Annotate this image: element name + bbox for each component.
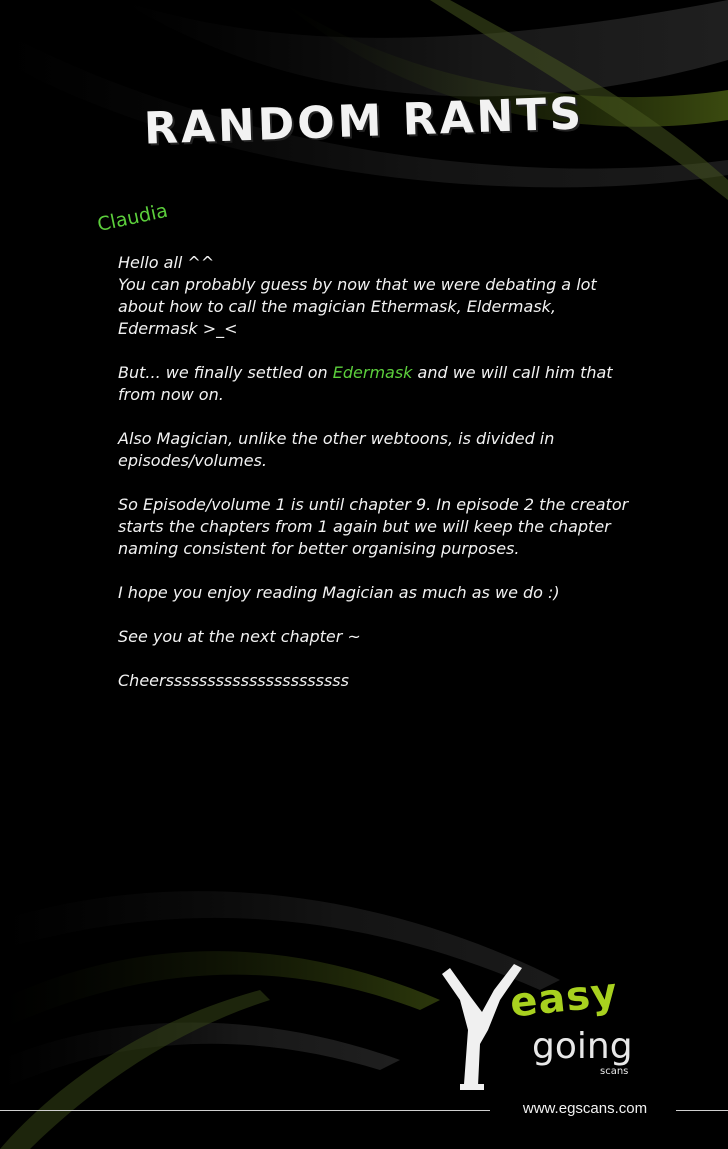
greeting-text: Hello all ^^ [118,253,215,272]
page-title: RANDOM RANTS [143,88,585,155]
author-name: Claudia [95,199,170,236]
rant-body [118,252,638,714]
paragraph-intro [118,252,638,340]
paragraph-episode: So Episode/volume 1 is until chapter 9. In episode 2 the creator starts the chapters from 1 again but we will keep the chapter naming consistent for better organising purposes. [118,495,629,558]
settled-prefix: But... we finally settled on [118,363,333,382]
paragraph-hope: I hope you enjoy reading Magician as much as we do :) [118,583,560,602]
intro-text: You can probably guess by now that we were debating a lot about how to call the magician Ethermask, Eldermask, Edermask >_< [118,275,597,338]
site-url[interactable]: www.egscans.com [522,1100,648,1117]
footer-divider-right [676,1110,728,1111]
footer-divider-left [0,1110,490,1111]
settled-suffix: and we will call him that from now on. [118,363,613,404]
highlighted-name: Edermask [332,363,413,382]
logo-easy-text: easy [507,969,621,1027]
logo-going-text: going [532,1026,633,1067]
paragraph-volumes: Also Magician, unlike the other webtoons, is divided in episodes/volumes. [118,429,555,470]
paragraph-settled [118,362,638,406]
easy-going-scans-logo [430,960,670,1100]
paragraph-cheers: Cheerssssssssssssssssssssss [118,671,349,690]
paragraph-see-you: See you at the next chapter ~ [118,627,361,646]
logo-scans-text: scans [600,1066,629,1077]
